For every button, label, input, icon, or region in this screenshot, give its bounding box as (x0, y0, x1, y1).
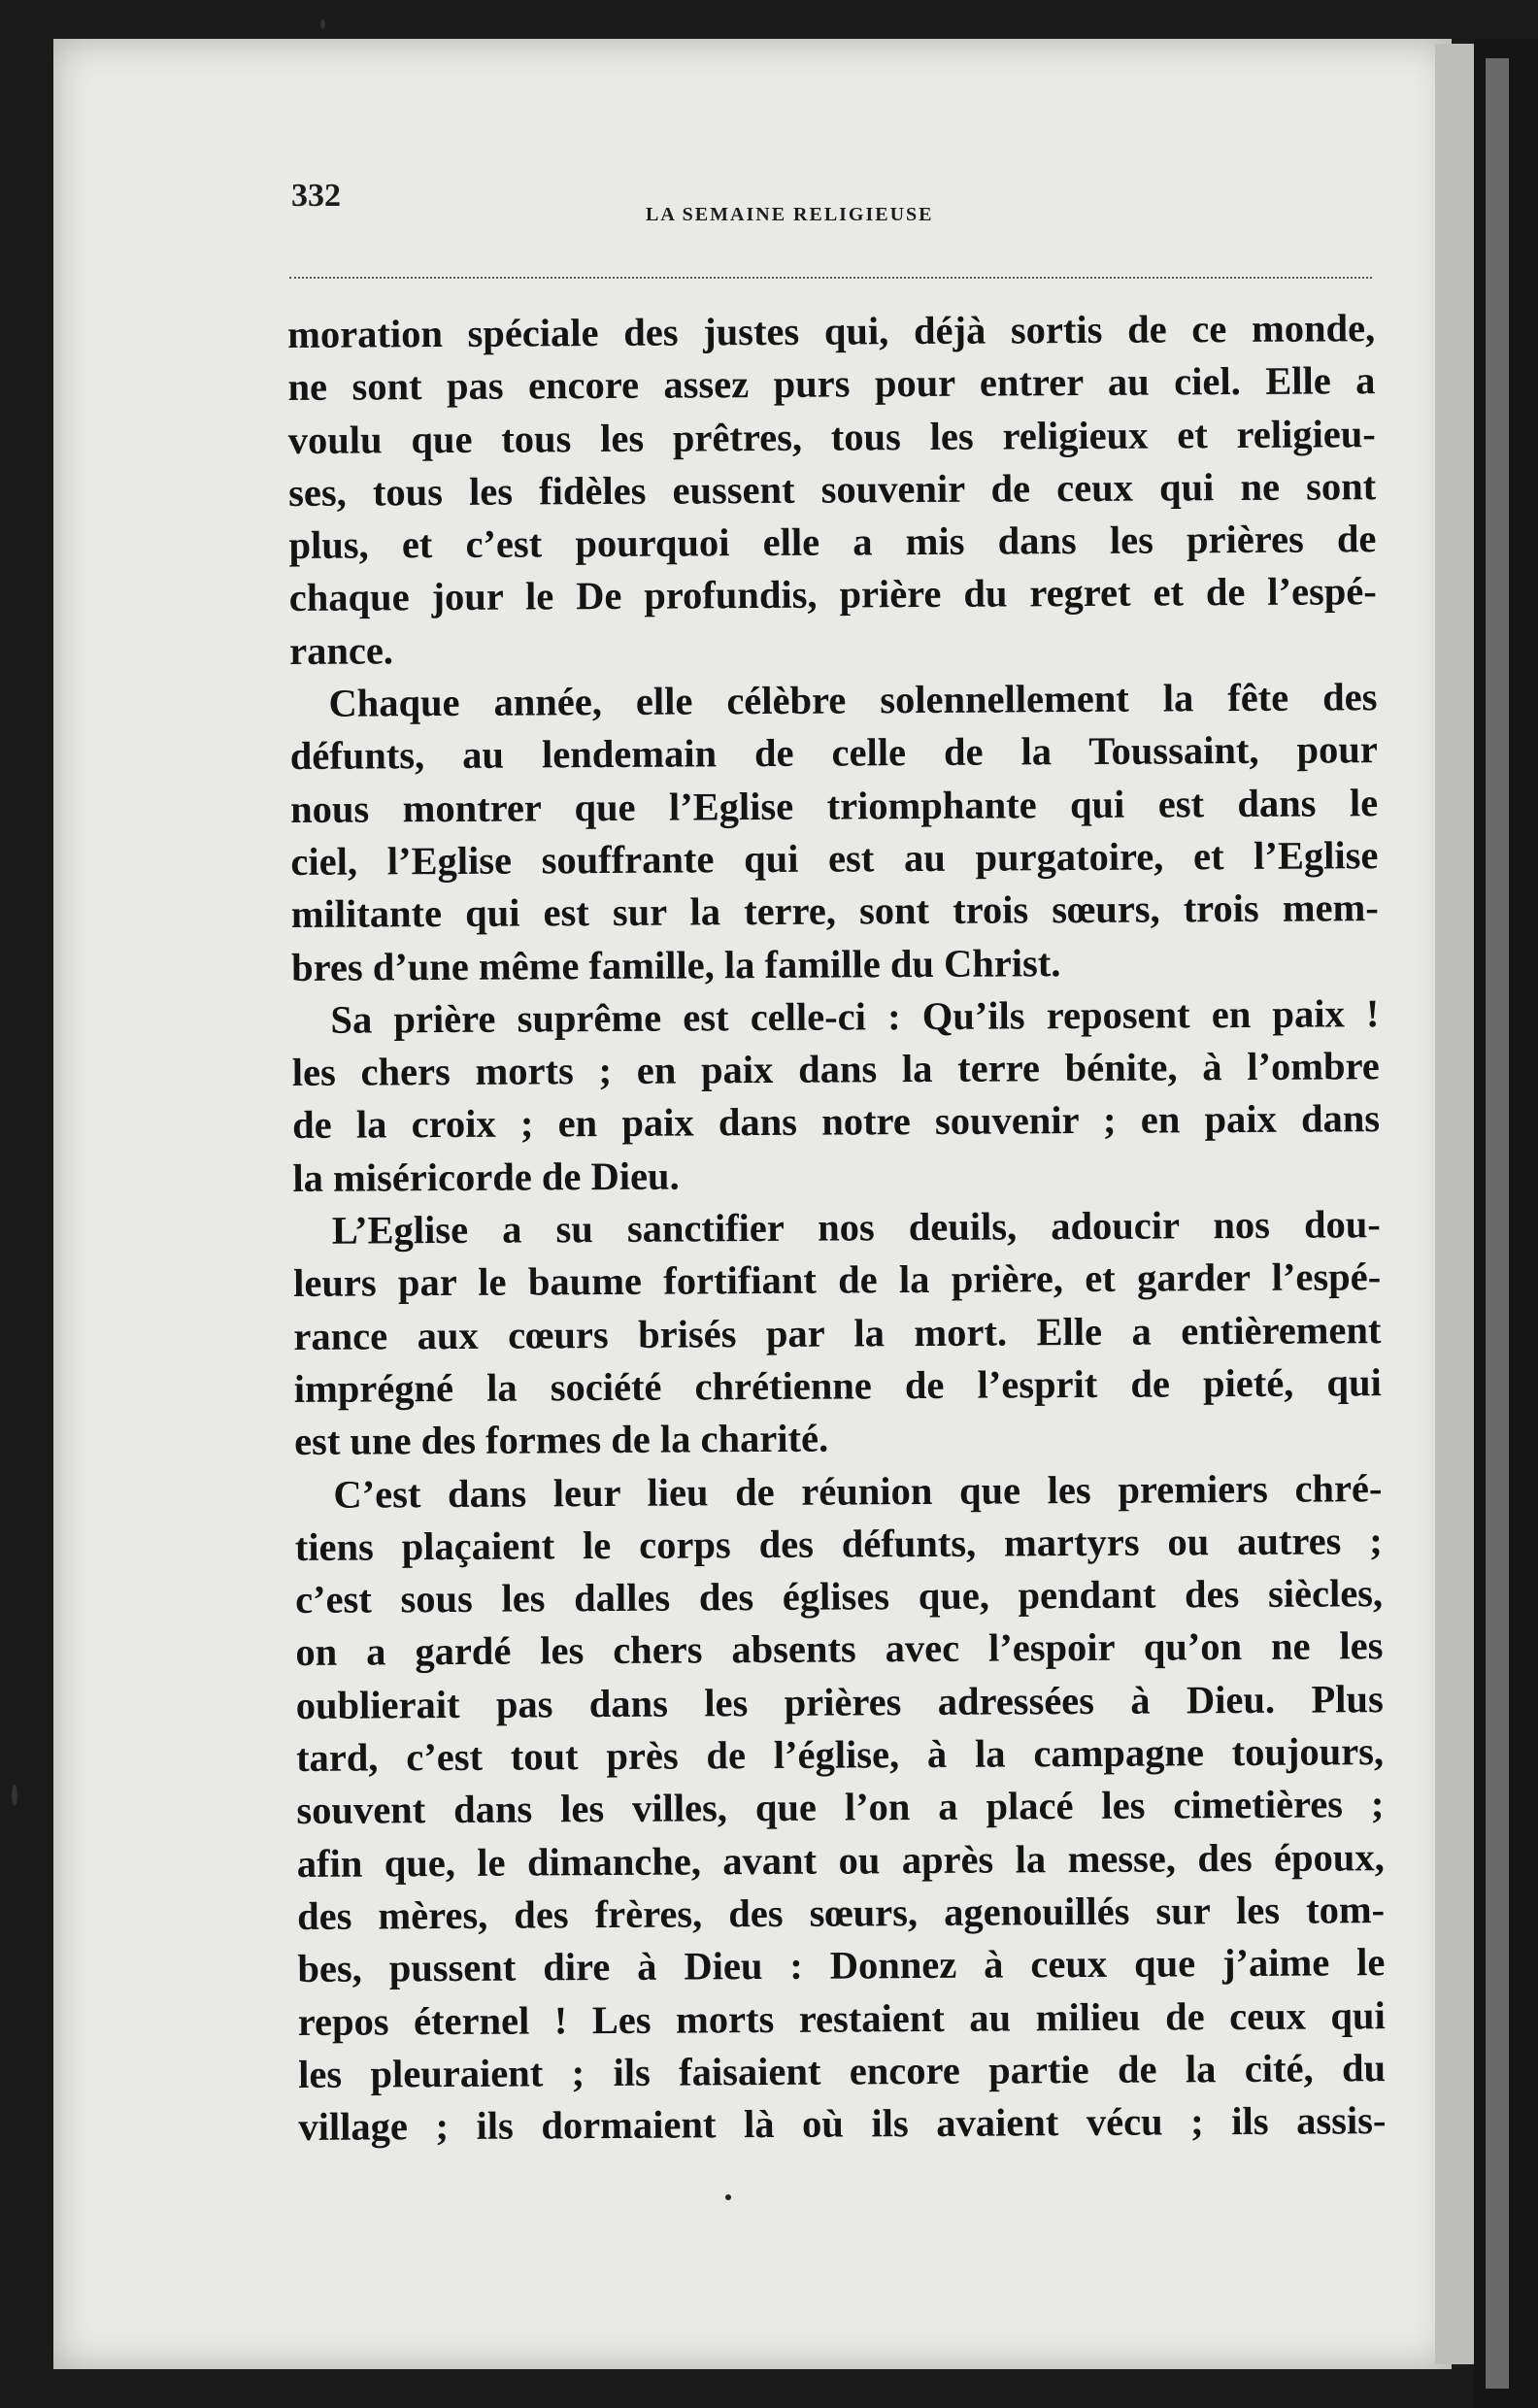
text-line: tard, c’est tout près de l’église, à la campagne toujours, (295, 1729, 1385, 1780)
text-line: est une des formes de la charité. (293, 1416, 829, 1464)
text-line: Chaque année, elle célèbre solennellement la fête des (328, 675, 1378, 725)
dust-speck (320, 19, 325, 29)
text-line: plus, et c’est pourquoi elle a mis dans les prières de (288, 517, 1377, 568)
text-line: les chers morts ; en paix dans la terre bénite, à l’ombre (291, 1044, 1380, 1095)
text-line: nous montrer que l’Eglise triomphante qui est dans le (290, 780, 1379, 831)
text-line: c’est sous les dalles des églises que, pendant des siècles, (294, 1571, 1384, 1622)
text-line: des mères, des frères, des sœurs, agenouillés sur les tom- (296, 1888, 1386, 1938)
text-line: moration spéciale des justes qui, déjà sortis de ce monde, (287, 306, 1376, 356)
text-line: village ; ils dormaient là où ils avaient vécu ; ils assis- (298, 2098, 1387, 2150)
text-line: défunts, au lendemain de celle de la Toussaint, pour (289, 727, 1378, 779)
text-line: afin que, le dimanche, avant ou après la messe, des époux, (296, 1834, 1385, 1886)
header-rule (289, 277, 1372, 279)
text-line: leurs par le baume fortifiant de la prière, et garder l’espé- (292, 1254, 1382, 1306)
text-line: repos éternel ! Les morts restaient au milieu de ceux qui (297, 1992, 1386, 2044)
body-text (287, 302, 1387, 2154)
text-line: rance. (289, 628, 394, 673)
text-line: L’Eglise a su sanctifier nos deuils, adoucir nos dou- (331, 1202, 1381, 1253)
text-line: la miséricorde de Dieu. (292, 1154, 680, 1200)
text-line: souvent dans les villes, que l’on a placé les cimetières ; (296, 1782, 1385, 1833)
text-line: voulu que tous les prêtres, tous les religieux et religieu- (287, 411, 1376, 462)
text-line: ses, tous les fidèles eussent souvenir de ceux qui ne sont (288, 464, 1377, 515)
text-line: ciel, l’Eglise souffrante qui est au purgatoire, et l’Eglise (290, 833, 1379, 884)
text-line: oublierait pas dans les prières adressées à Dieu. Plus (295, 1676, 1384, 1727)
next-page-edge (1486, 58, 1509, 2389)
page-edge (1435, 44, 1474, 2364)
text-line: tiens plaçaient le corps des défunts, martyrs ou autres ; (294, 1518, 1383, 1569)
ink-dot (725, 2194, 731, 2200)
text-line: de la croix ; en paix dans notre souvenir ; en paix dans (291, 1096, 1381, 1148)
text-line: chaque jour le De profundis, prière du regret et de l’espé- (288, 569, 1377, 620)
text-line: bres d’une même famille, la famille du Christ. (291, 940, 1061, 989)
page-number: 332 (291, 178, 341, 214)
text-line: militante qui est sur la terre, sont trois sœurs, trois mem- (290, 886, 1379, 937)
text-line: bes, pussent dire à Dieu : Donnez à ceux que j’aime le (297, 1940, 1386, 1991)
text-line: ne sont pas encore assez purs pour entrer au ciel. Elle a (287, 358, 1376, 410)
text-line: C’est dans leur lieu de réunion que les premiers chré- (333, 1465, 1383, 1517)
text-line: rance aux cœurs brisés par la mort. Elle a entièrement (293, 1307, 1382, 1358)
page-header (291, 178, 1374, 224)
text-line: on a gardé les chers absents avec l’espoir qu’on ne les (295, 1623, 1384, 1675)
text-line: les pleuraient ; ils faisaient encore partie de la cité, du (297, 2045, 1387, 2096)
text-line: Sa prière suprême est celle-ci : Qu’ils reposent en paix ! (330, 991, 1380, 1042)
running-title: LA SEMAINE RELIGIEUSE (646, 204, 934, 225)
text-line: imprégné la société chrétienne de l’esprit de pieté, qui (293, 1360, 1382, 1411)
dust-speck (12, 1785, 17, 1806)
